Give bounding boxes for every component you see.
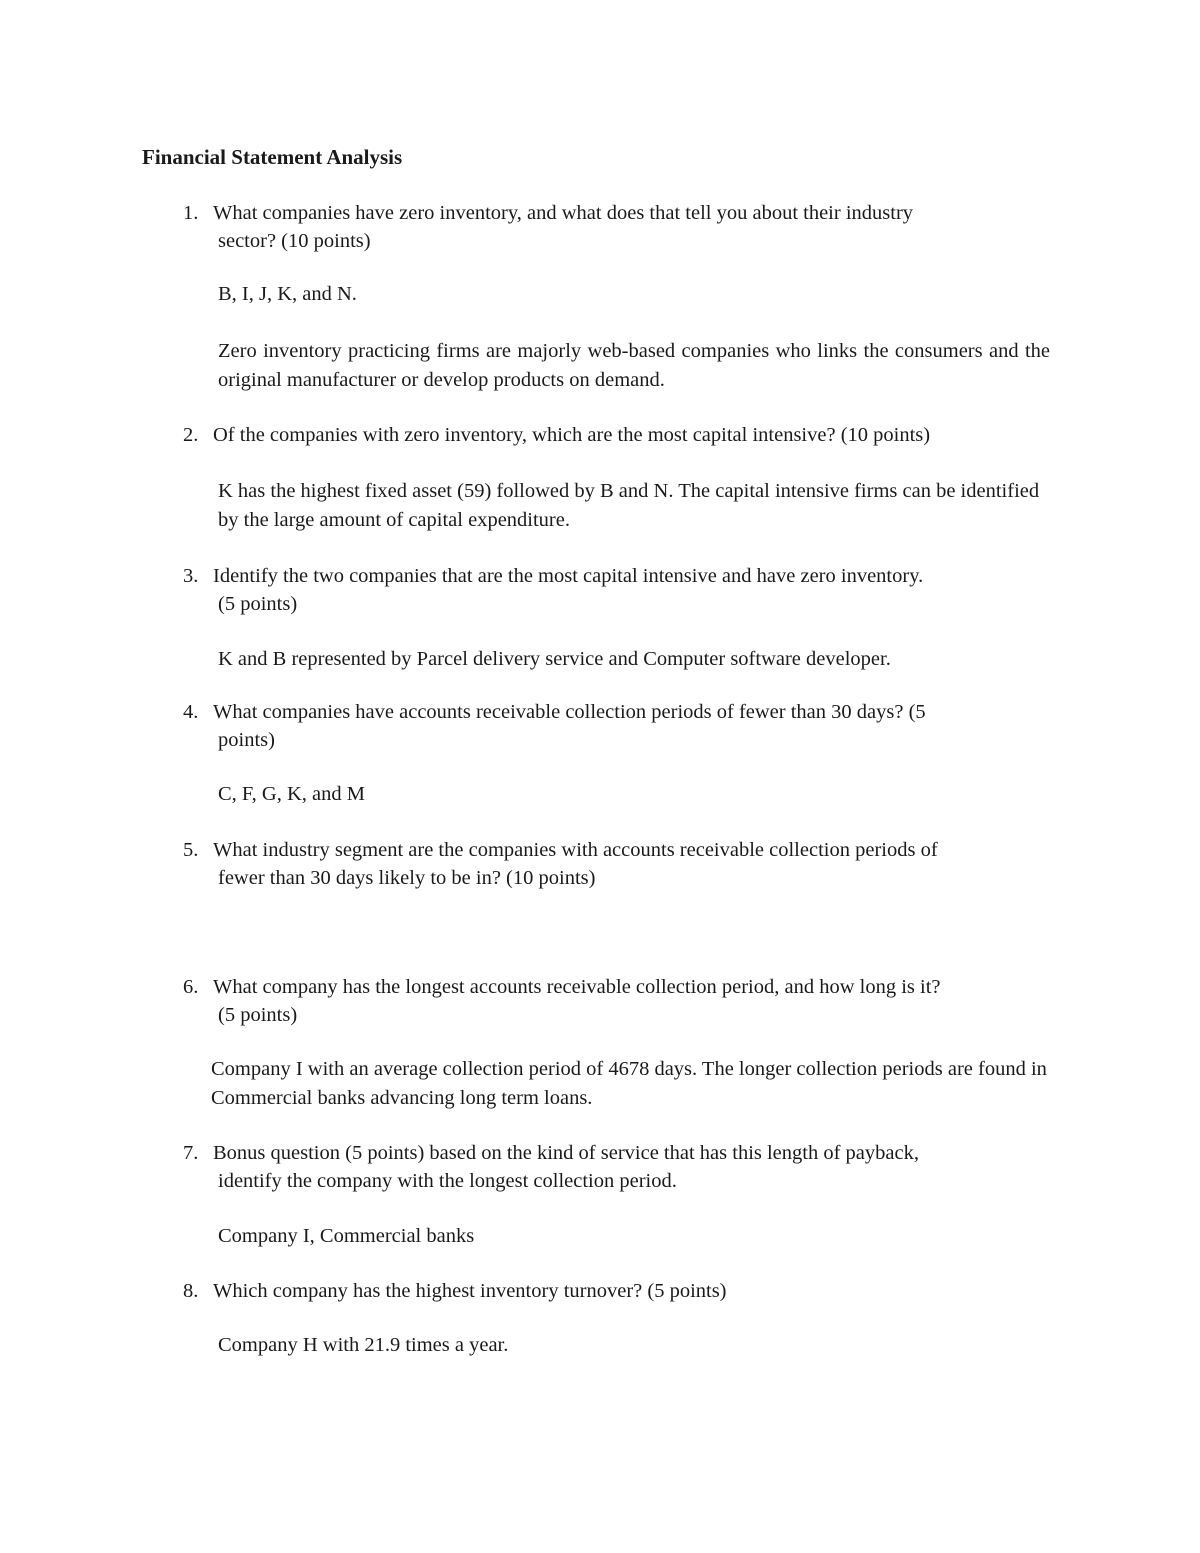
question-6 [183, 974, 1063, 1029]
answer-2: K has the highest fixed asset (59) followed by B and N. The capital intensive firms can be identified by the large amount of capital expenditure. [218, 480, 1040, 531]
question-text-continued: (5 points) [218, 592, 298, 615]
question-8 [183, 1278, 1063, 1306]
question-3 [183, 563, 1063, 618]
question-number: 8. [183, 1280, 199, 1302]
question-text: Which company has the highest inventory turnover? (5 points) [213, 1280, 727, 1302]
question-5 [183, 837, 1063, 892]
question-text-continued: sector? (10 points) [218, 229, 371, 252]
question-text: Bonus question (5 points) based on the kind of service that has this length of payback, [213, 1142, 919, 1164]
question-text-continued: fewer than 30 days likely to be in? (10 points) [218, 866, 596, 889]
answer-3: K and B represented by Parcel delivery service and Computer software developer. [218, 648, 891, 670]
answer-8: Company H with 21.9 times a year. [218, 1334, 509, 1356]
question-number: 2. [183, 424, 199, 446]
question-1 [183, 200, 1063, 255]
question-text: Of the companies with zero inventory, which are the most capital intensive? (10 points) [213, 424, 931, 446]
answer-4: C, F, G, K, and M [218, 783, 365, 805]
question-number: 6. [183, 976, 199, 998]
question-text: Identify the two companies that are the most capital intensive and have zero inventory. [213, 565, 924, 587]
question-number: 4. [183, 701, 199, 723]
question-text-continued: points) [218, 728, 275, 751]
question-number: 7. [183, 1142, 199, 1164]
question-4 [183, 699, 1063, 754]
question-2 [183, 422, 1063, 450]
question-number: 1. [183, 202, 199, 224]
answer-7: Company I, Commercial banks [218, 1225, 475, 1247]
answer-1a: B, I, J, K, and N. [218, 283, 357, 305]
question-text: What companies have accounts receivable collection periods of fewer than 30 days? (5 [213, 701, 926, 723]
question-number: 3. [183, 565, 199, 587]
answer-6: Company I with an average collection period of 4678 days. The longer collection periods are found in Commercial banks advancing long term loans. [211, 1058, 1047, 1109]
question-text-continued: (5 points) [218, 1003, 298, 1026]
question-text: What industry segment are the companies with accounts receivable collection periods of [213, 839, 938, 861]
question-number: 5. [183, 839, 199, 861]
question-text-continued: identify the company with the longest collection period. [218, 1169, 677, 1192]
question-7 [183, 1140, 1063, 1195]
question-text: What company has the longest accounts receivable collection period, and how long is it? [213, 976, 941, 998]
document-title: Financial Statement Analysis [142, 145, 403, 169]
question-text: What companies have zero inventory, and what does that tell you about their industry [213, 202, 914, 224]
answer-1b: Zero inventory practicing firms are majorly web-based companies who links the consumers and the original manufacturer or develop products on demand. [218, 340, 1050, 391]
